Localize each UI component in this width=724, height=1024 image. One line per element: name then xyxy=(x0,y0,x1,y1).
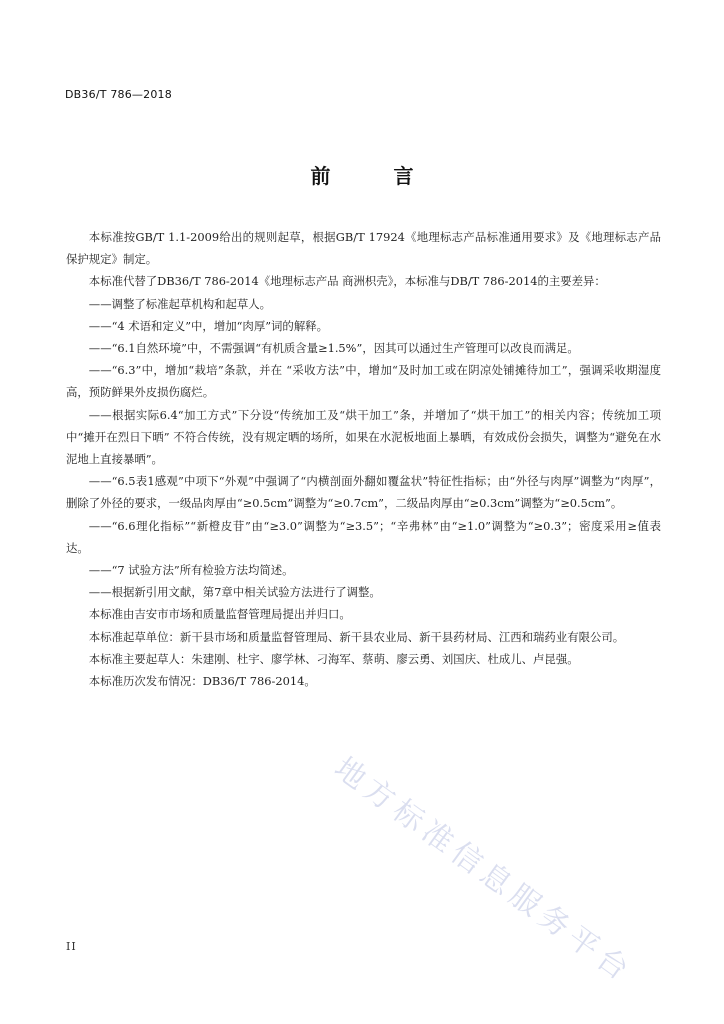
paragraph: ——根据实际6.4“加工方式”下分设“传统加工及“烘干加工”条，并增加了“烘干加工”的相关内容；传统加工项中“摊开在烈日下晒” 不符合传统，没有规定晒的场所，如果在水泥板地面上暴晒，有效成份会损失，调整为“避免在水泥地上直接暴晒”。 xyxy=(66,407,661,467)
watermark-text: 地方标准信息服务平台 xyxy=(327,750,640,991)
page-number: II xyxy=(66,940,77,953)
paragraph: ——调整了标准起草机构和起草人。 xyxy=(88,296,272,311)
paragraph: 本标准主要起草人：朱建刚、杜宇、廖学林、刁海军、蔡萌、廖云勇、刘国庆、杜成儿、卢昆强。 xyxy=(88,651,579,666)
paragraph: ——“4 术语和定义”中，增加“肉厚”词的解释。 xyxy=(88,318,328,333)
paragraph: 本标准按GB/T 1.1-2009给出的规则起草，根据GB/T 17924《地理标志产品标准通用要求》及《地理标志产品保护规定》制定。 xyxy=(66,230,661,267)
paragraph: 本标准代替了DB36/T 786-2014《地理标志产品 商洲枳壳》，本标准与DB/T 786-2014的主要差异： xyxy=(88,274,606,289)
paragraph: 本标准由吉安市市场和质量监督管理局提出并归口。 xyxy=(88,607,351,622)
paragraph: 本标准历次发布情况：DB36/T 786-2014。 xyxy=(88,674,316,689)
standard-code: DB36/T 786—2018 xyxy=(65,88,172,101)
page-title: 前 言 xyxy=(310,164,442,188)
paragraph: 本标准起草单位：新干县市场和质量监督管理局、新干县农业局、新干县药材局、江西和瑞药业有限公司。 xyxy=(88,629,625,644)
paragraph: ——“6.3”中，增加“栽培”条款，并在 “采收方法”中，增加“及时加工或在阴凉处铺摊待加工”，强调采收期湿度高，预防鲜果外皮损伤腐烂。 xyxy=(66,363,661,400)
document-body xyxy=(66,226,661,692)
paragraph: ——“6.5表1感观”中项下“外观”中强调了“内横剖面外翻如覆盆状”特征性指标；由“外径与肉厚”调整为“肉厚”，删除了外径的要求，一级品肉厚由“≥0.5cm”调整为“≥0.7cm”，二级品肉厚由“≥0.3cm”调整为“≥0.5cm”。 xyxy=(66,474,661,511)
paragraph: ——根据新引用文献，第7章中相关试验方法进行了调整。 xyxy=(88,585,381,600)
paragraph: ——“7 试验方法”所有检验方法均简述。 xyxy=(88,563,294,578)
paragraph: ——“6.6理化指标”“新橙皮苷”由“≥3.0”调整为“≥3.5”；“辛弗林”由“≥1.0”调整为“≥0.3”；密度采用≥值表达。 xyxy=(66,518,661,555)
paragraph: ——“6.1自然环境”中，不需强调“有机质含量≥1.5%”，因其可以通过生产管理可以改良而满足。 xyxy=(88,341,579,356)
